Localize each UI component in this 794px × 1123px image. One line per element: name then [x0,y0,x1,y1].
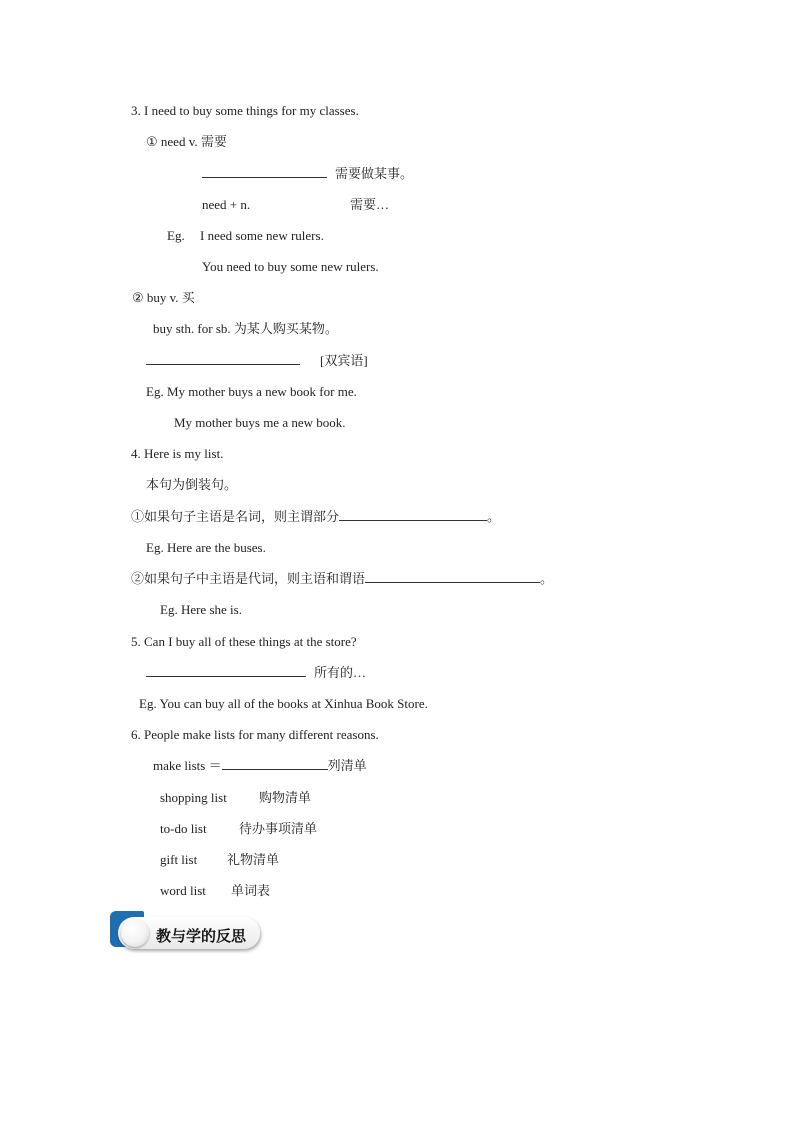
make-lists-line [153,757,367,775]
answer-blank[interactable] [146,664,306,677]
answer-blank[interactable] [146,352,300,365]
example-need-to-buy: You need to buy some new rulers. [202,259,379,274]
to-do-list-term: to-do list [160,821,207,836]
need-to-do-meaning: 需要做某事。 [335,166,414,181]
buy-definition: ② buy v. 买 [132,290,195,305]
example-buys-for: Eg. My mother buys a new book for me. [146,384,357,399]
example-need-rulers: I need some new rulers. [200,228,324,243]
answer-blank[interactable] [222,757,328,770]
period: 。 [487,509,501,524]
circle-icon [121,919,149,947]
buy-for-pattern: buy sth. for sb. 为某人购买某物。 [153,321,338,336]
inversion-note: 本句为倒装句。 [146,477,238,492]
item-3-heading: 3. I need to buy some things for my classes. [131,103,359,118]
answer-blank[interactable] [202,165,327,178]
need-noun-line [202,196,250,214]
example-label: Eg. [167,228,185,243]
reflection-section-header [110,911,262,951]
example-buys-me: My mother buys me a new book. [174,415,346,430]
gift-list-term: gift list [160,852,198,867]
answer-blank[interactable] [365,570,540,583]
need-noun-meaning: 需要… [350,197,390,212]
need-to-do-line [202,165,413,183]
period: 。 [540,571,554,586]
to-do-list-meaning: 待办事项清单 [239,821,318,836]
need-noun-pattern: need + n. [202,197,251,212]
noun-subject-text: ①如果句子主语是名词，则主谓部分 [131,509,340,524]
shopping-list-term: shopping list [160,790,227,805]
make-lists-text: make lists ＝ [153,758,222,773]
double-object-label: [双宾语] [320,353,368,368]
need-definition: ① need v. 需要 [146,134,227,149]
example-here-are: Eg. Here are the buses. [146,540,266,555]
double-object-line [146,352,300,370]
pronoun-subject-text: ②如果句子中主语是代词，则主语和谓语 [131,571,366,586]
section-title: 教与学的反思 [156,927,247,945]
shopping-list-meaning: 购物清单 [259,790,312,805]
item-4-heading: 4. Here is my list. [131,446,224,461]
word-list-term: word list [160,883,206,898]
example-here-she-is: Eg. Here she is. [160,602,242,617]
noun-subject-rule [131,508,500,526]
answer-blank[interactable] [339,508,487,521]
word-list-meaning: 单词表 [231,883,271,898]
item-6-heading: 6. People make lists for many different reasons. [131,727,379,742]
all-of-line [146,664,366,682]
gift-list-meaning: 礼物清单 [227,852,280,867]
pronoun-subject-rule [131,570,553,588]
make-lists-meaning: 列清单 [327,758,367,773]
example-xinhua: Eg. You can buy all of the books at Xinhua Book Store. [139,696,428,711]
all-of-meaning: 所有的… [314,665,367,680]
item-5-heading: 5. Can I buy all of these things at the store? [131,634,357,649]
